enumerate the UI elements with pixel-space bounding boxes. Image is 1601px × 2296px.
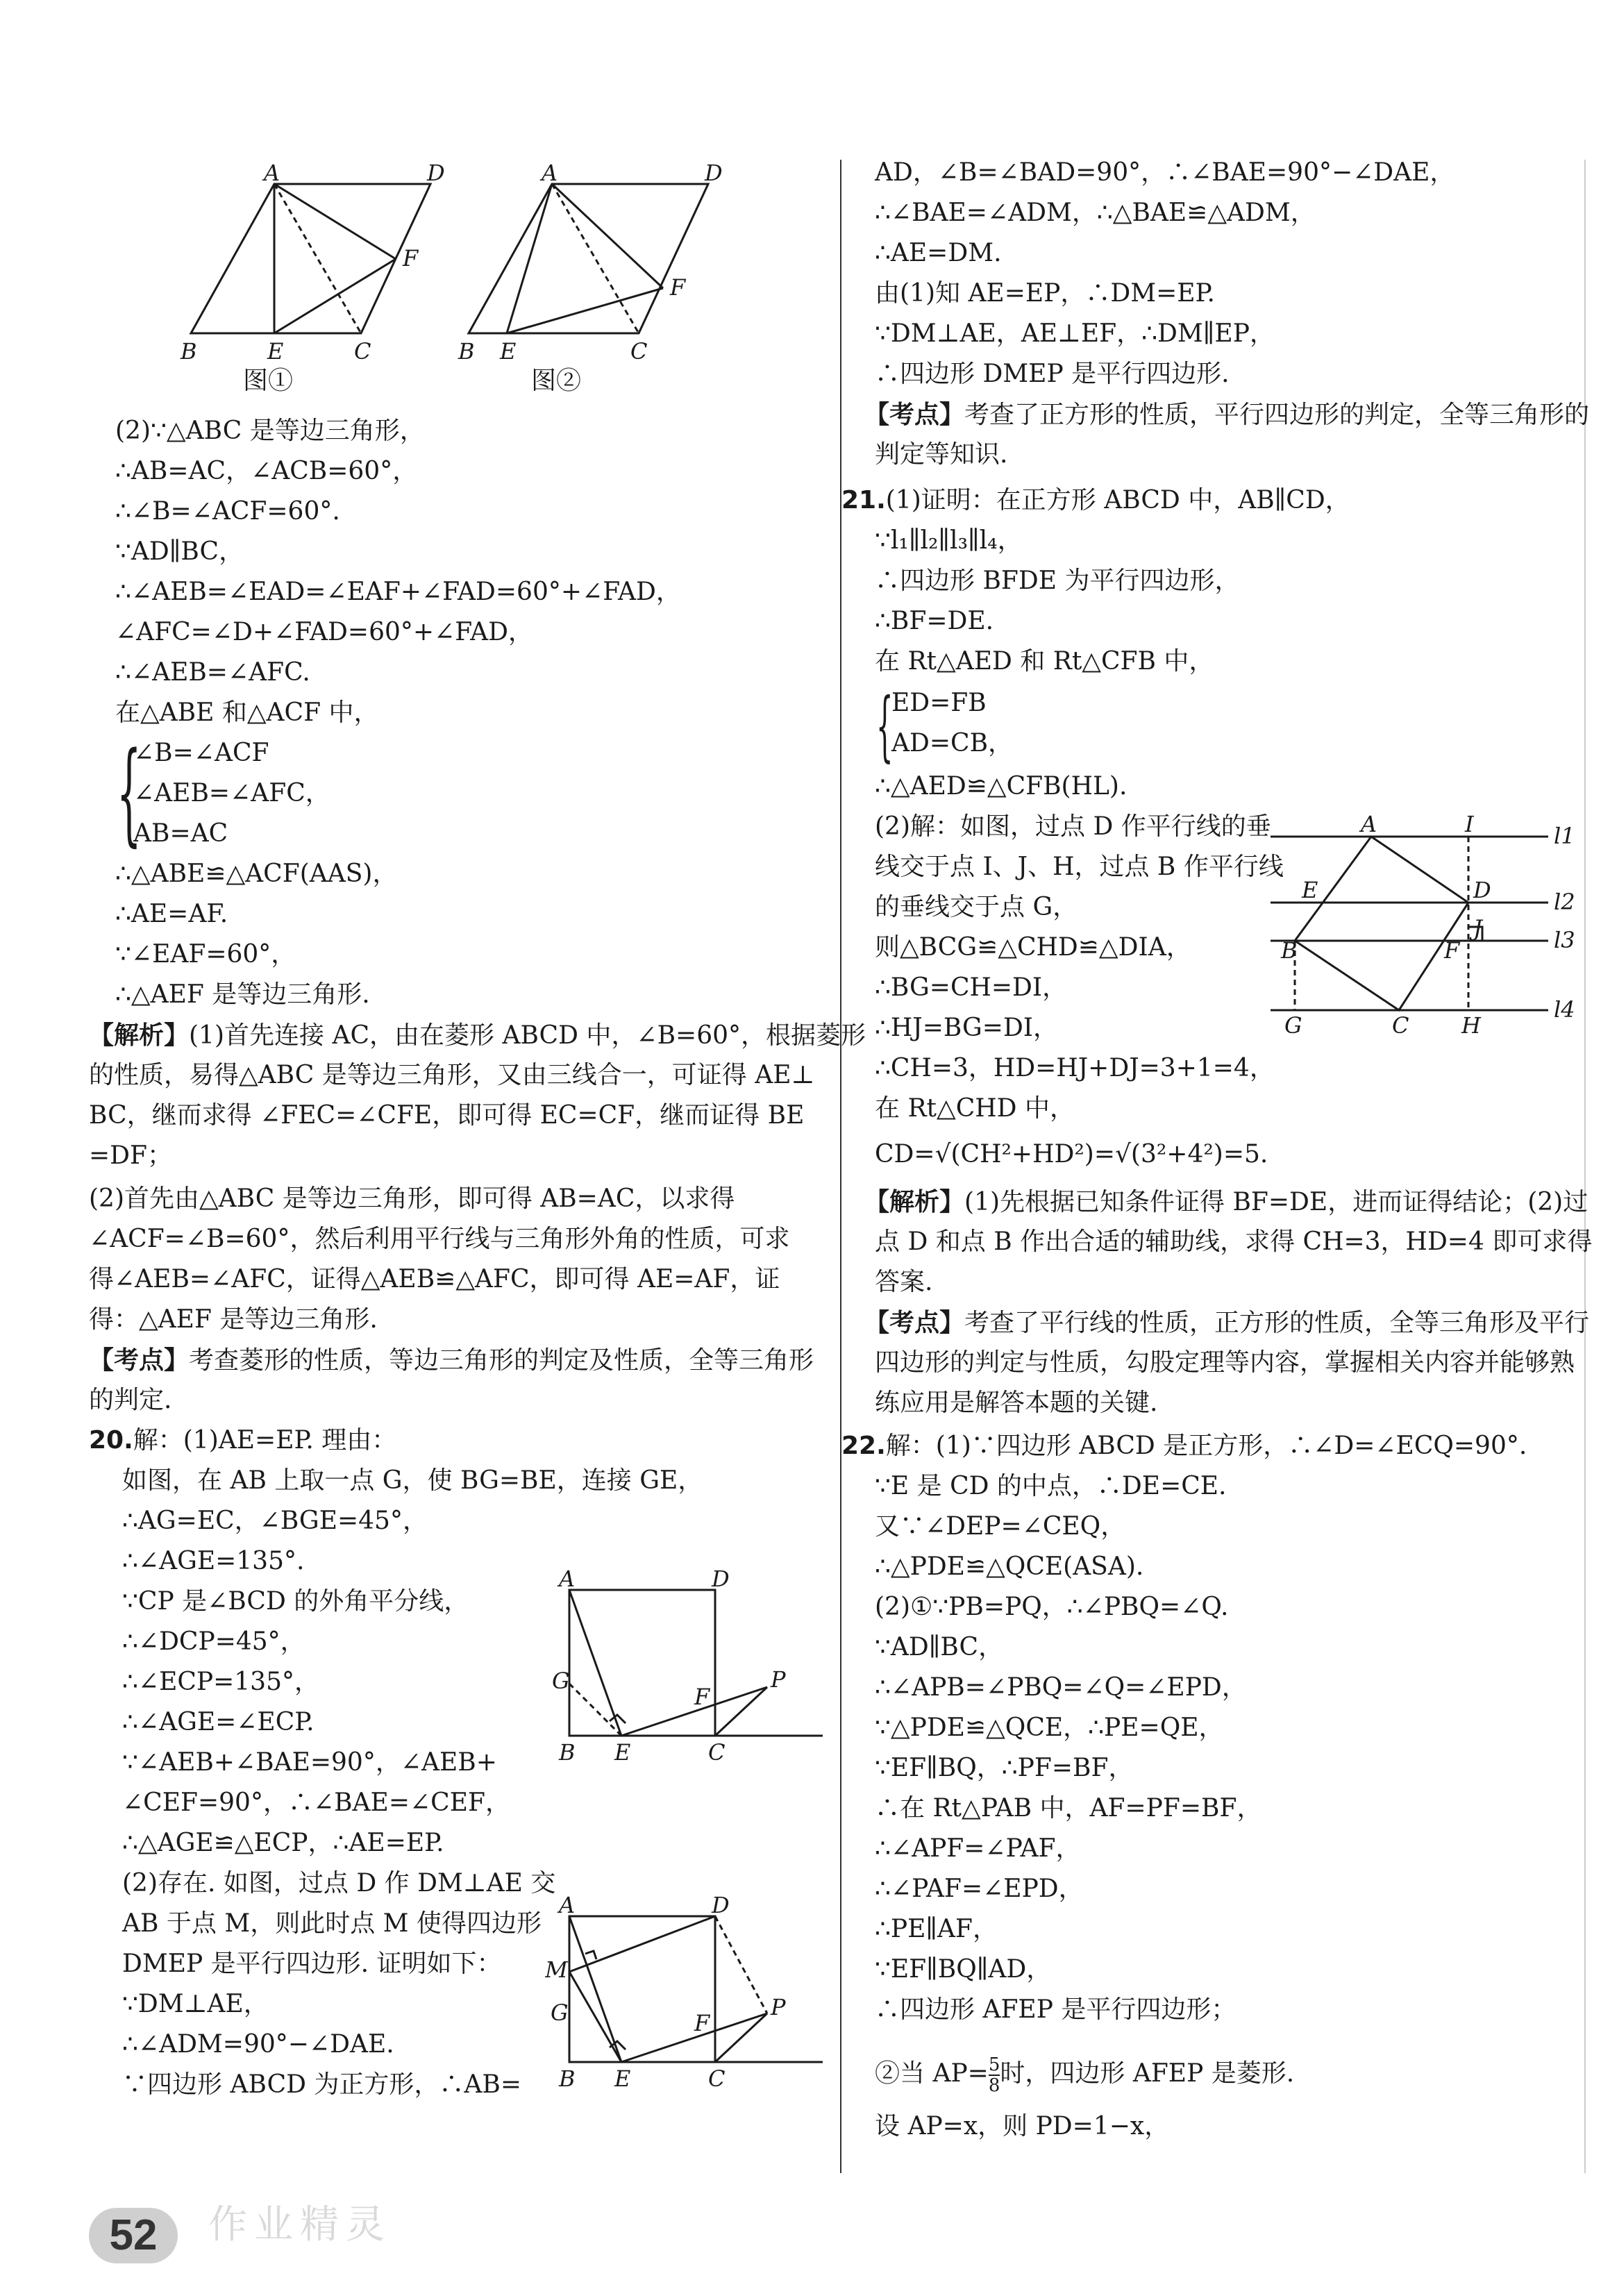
point-line <box>89 1344 814 1377</box>
analysis-line <box>864 1186 1588 1218</box>
text-line: ∴∠AEB=∠EAD=∠EAF+∠FAD=60°+∠FAD， <box>115 578 681 606</box>
text-line: ∴AE=AF. <box>115 900 228 928</box>
fraction <box>989 2055 1000 2095</box>
label-B: B <box>1281 937 1298 964</box>
label-G: G <box>552 1668 570 1694</box>
q22-line: ∴△PDE≌△QCE(ASA). <box>875 1552 1144 1581</box>
q22-line: ∵E 是 CD 的中点，∴DE=CE. <box>875 1472 1227 1500</box>
q21-line: ∵l₁∥l₂∥l₃∥l₄， <box>875 526 1023 555</box>
label-E: E <box>614 1739 631 1766</box>
q20-cont-line: ∴四边形 DMEP 是平行四边形. <box>875 360 1230 388</box>
system-line: ED=FB <box>891 689 987 717</box>
q22-line: ∴∠PAF=∠EPD， <box>875 1875 1084 1903</box>
label-G: G <box>1284 1012 1302 1034</box>
point-line <box>864 399 1589 431</box>
text-line: ∠AFC=∠D+∠FAD=60°+∠FAD， <box>115 618 533 646</box>
square-figure-20b <box>545 1895 837 2097</box>
label-B: B <box>559 2065 576 2092</box>
label-l3: l3 <box>1554 927 1575 953</box>
column-divider <box>840 160 841 2173</box>
point-tag: 【考点】 <box>864 1308 965 1337</box>
q20-line: (2)存在. 如图，过点 D 作 DM⊥AE 交 <box>122 1869 556 1897</box>
text-line: ∴AB=AC，∠ACB=60°， <box>115 457 418 485</box>
analysis-line: 点 D 和点 B 作出合适的辅助线，求得 CH=3，HD=4 即可求得 <box>875 1227 1593 1256</box>
label-C: C <box>1392 1012 1409 1034</box>
label-A: A <box>559 1569 576 1592</box>
q21-line: 线交于点 I、J、H，过点 B 作平行线 <box>875 853 1284 881</box>
point-tag: 【考点】 <box>864 400 965 429</box>
label-J: J <box>1473 915 1482 941</box>
fig1-label-A: A <box>264 163 280 186</box>
label-l1: l1 <box>1554 823 1575 849</box>
fig1-label-D: D <box>427 163 445 186</box>
q21-line: 在 Rt△AED 和 Rt△CFB 中， <box>875 647 1214 676</box>
q22-line: ∴PE∥AF， <box>875 1915 998 1943</box>
analysis-line: BC，继而求得 ∠FEC=∠CFE，即可得 EC=CF，继而证得 BE <box>89 1101 805 1130</box>
text-line: ∴∠B=∠ACF=60°. <box>115 497 340 526</box>
analysis-text: (1)先根据已知条件证得 BF=DE，进而证得结论；(2)过 <box>964 1188 1589 1216</box>
q20-line: ∴∠AGE=135°. <box>122 1547 305 1575</box>
label-l4: l4 <box>1554 996 1575 1023</box>
fig2-label-E: E <box>500 338 517 364</box>
q22-line: 设 AP=x，则 PD=1−x， <box>875 2112 1170 2140</box>
system-line: AB=AC <box>133 819 228 848</box>
text-line: (2)∵△ABC 是等边三角形， <box>115 417 425 445</box>
label-F: F <box>1444 937 1460 964</box>
q21-line: 在 Rt△CHD 中， <box>875 1094 1075 1123</box>
q21-line: ∴四边形 BFDE 为平行四边形， <box>875 567 1240 595</box>
system-line: ∠AEB=∠AFC， <box>133 779 330 807</box>
q21-line: ∴△AED≌△CFB(HL). <box>875 772 1128 801</box>
point-line: 练应用是解答本题的关键. <box>875 1389 1158 1417</box>
q20-line: ∴∠AGE=∠ECP. <box>122 1708 315 1736</box>
analysis-line: =DF； <box>89 1141 173 1170</box>
point-line: 的判定. <box>89 1386 172 1414</box>
fraction-numerator: 5 <box>988 2054 1000 2075</box>
q22-when-prefix: ②当 AP= <box>875 2059 989 2088</box>
q20-text: 解：(1)AE=EP. 理由： <box>133 1426 397 1455</box>
q22-line: ∴四边形 AFEP 是平行四边形； <box>875 1995 1237 2024</box>
point-tag: 【考点】 <box>89 1346 190 1375</box>
analysis-line <box>89 1019 866 1052</box>
analysis-line: 得∠AEB=∠AFC，证得△AEB≌△AFC，即可得 AE=AF，证 <box>89 1265 780 1293</box>
q20-line: ∵CP 是∠BCD 的外角平分线， <box>122 1587 469 1616</box>
label-C: C <box>708 2065 726 2092</box>
q21-text: (1)证明：在正方形 ABCD 中，AB∥CD， <box>885 486 1350 514</box>
q22-line <box>841 1430 1527 1462</box>
text-line: ∴△AEF 是等边三角形. <box>115 980 370 1009</box>
fig1-caption: 图① <box>243 367 294 395</box>
analysis-text: (1)首先连接 AC，由在菱形 ABCD 中，∠B=60°，根据菱形 <box>189 1021 866 1050</box>
q21-line: 的垂线交于点 G， <box>875 893 1078 921</box>
fig2-label-F: F <box>670 274 686 301</box>
q20-line: ∠CEF=90°，∴∠BAE=∠CEF， <box>122 1788 510 1817</box>
text-line: ∵AD∥BC， <box>115 537 244 566</box>
q21-line: (2)解：如图，过点 D 作平行线的垂 <box>875 812 1271 841</box>
point-text: 考查菱形的性质，等边三角形的判定及性质，全等三角形 <box>189 1346 814 1375</box>
fig1-label-F: F <box>403 245 419 271</box>
text-line: ∵∠EAF=60°， <box>115 940 296 969</box>
square-figure-20a <box>545 1569 837 1770</box>
point-line: 四边形的判定与性质，勾股定理等内容，掌握相关内容并能够熟 <box>875 1348 1575 1377</box>
label-D: D <box>1473 877 1491 903</box>
point-text: 考查了平行线的性质，正方形的性质，全等三角形及平行 <box>964 1309 1590 1337</box>
question-number: 22. <box>841 1432 886 1460</box>
system-brace: { <box>117 728 142 857</box>
q21-line: ∴BG=CH=DI， <box>875 973 1068 1002</box>
label-G: G <box>551 2000 569 2026</box>
rhombus-figures <box>167 163 764 399</box>
q22-line: ∵EF∥BQ∥AD， <box>875 1955 1052 1984</box>
fig2-label-B: B <box>458 338 475 364</box>
q22-line: 又∵∠DEP=∠CEQ， <box>875 1512 1126 1541</box>
label-P: P <box>771 1666 786 1693</box>
label-E: E <box>1302 877 1318 903</box>
q20-line: ∴AG=EC，∠BGE=45°， <box>122 1507 428 1535</box>
q20-line: ∴∠DCP=45°， <box>122 1627 305 1656</box>
q22-line: ∴∠APB=∠PBQ=∠Q=∠EPD， <box>875 1673 1247 1702</box>
label-E: E <box>614 2065 631 2092</box>
q20-line: ∴∠ADM=90°−∠DAE. <box>122 2030 394 2059</box>
q20-cont-line: 由(1)知 AE=EP，∴DM=EP. <box>875 279 1215 308</box>
label-D: D <box>712 1569 730 1592</box>
right-margin-rule <box>1584 160 1586 2173</box>
text-line: 在△ABE 和△ACF 中， <box>115 698 379 727</box>
q22-line: ∴在 Rt△PAB 中，AF=PF=BF， <box>875 1794 1262 1822</box>
label-D: D <box>712 1895 730 1918</box>
system-line: ∠B=∠ACF <box>133 739 269 767</box>
analysis-line: 得：△AEF 是等边三角形. <box>89 1305 378 1334</box>
text-line: ∴△ABE≌△ACF(AAS)， <box>115 860 398 888</box>
q22-when-line <box>875 2055 1294 2095</box>
fig2-label-A: A <box>542 163 558 186</box>
analysis-tag: 【解析】 <box>89 1021 190 1050</box>
label-l2: l2 <box>1554 889 1575 915</box>
label-F: F <box>694 1684 710 1710</box>
q20-cont-line: ∴∠BAE=∠ADM，∴△BAE≌△ADM， <box>875 199 1316 227</box>
q21-line: CD=√(CH²+HD²)=√(3²+4²)=5. <box>875 1140 1268 1168</box>
point-text: 考查了正方形的性质，平行四边形的判定，全等三角形的 <box>964 401 1590 429</box>
fig1-label-E: E <box>267 338 284 364</box>
q20-line: ∵DM⊥AE， <box>122 1990 269 2018</box>
label-H: H <box>1461 1012 1481 1034</box>
label-C: C <box>708 1739 726 1766</box>
label-I: I <box>1465 812 1474 837</box>
label-P: P <box>771 1994 786 2020</box>
q22-line: (2)①∵PB=PQ，∴∠PBQ=∠Q. <box>875 1593 1229 1621</box>
parallel-lines-figure <box>1264 812 1583 1034</box>
q20-line: 如图，在 AB 上取一点 G，使 BG=BE，连接 GE， <box>122 1466 703 1495</box>
q20-line: ∴∠ECP=135°， <box>122 1668 319 1696</box>
fig2-label-C: C <box>630 338 648 364</box>
q20-line <box>89 1425 396 1457</box>
q22-line: ∴∠APF=∠PAF， <box>875 1834 1081 1863</box>
q22-line: ∵△PDE≌△QCE，∴PE=QE， <box>875 1713 1224 1742</box>
q21-line <box>841 485 1350 517</box>
fig2-caption: 图② <box>531 367 582 395</box>
q20-line: ∵∠AEB+∠BAE=90°，∠AEB+ <box>122 1748 497 1777</box>
q21-line: ∴BF=DE. <box>875 607 994 635</box>
label-M: M <box>545 1956 568 1983</box>
q22-text: 解：(1)∵四边形 ABCD 是正方形，∴∠D=∠ECQ=90°. <box>885 1432 1527 1460</box>
analysis-tag: 【解析】 <box>864 1187 965 1216</box>
analysis-line: ∠ACF=∠B=60°，然后利用平行线与三角形外角的性质，可求 <box>89 1225 790 1253</box>
fraction-denominator: 8 <box>988 2075 1000 2096</box>
analysis-line: (2)首先由△ABC 是等边三角形，即可得 AB=AC，以求得 <box>89 1184 735 1213</box>
q21-line: ∴CH=3，HD=HJ+DJ=3+1=4， <box>875 1054 1275 1082</box>
q20-line: ∴△AGE≌△ECP，∴AE=EP. <box>122 1829 444 1857</box>
page-number: 52 <box>89 2208 178 2263</box>
q21-line: 则△BCG≌△CHD≌△DIA， <box>875 933 1191 962</box>
text-line: ∴∠AEB=∠AFC. <box>115 658 310 687</box>
fig1-label-C: C <box>354 338 371 364</box>
point-line <box>864 1307 1589 1339</box>
label-B: B <box>559 1739 576 1766</box>
analysis-line: 答案. <box>875 1268 933 1296</box>
q20-cont-line: ∵DM⊥AE，AE⊥EF，∴DM∥EP， <box>875 319 1275 348</box>
watermark: 作业精灵 <box>208 2202 392 2247</box>
analysis-line: 的性质，易得△ABC 是等边三角形，又由三线合一，可证得 AE⊥ <box>89 1061 815 1089</box>
system-line: AD=CB， <box>891 729 1014 757</box>
q21-line: ∴HJ=BG=DI， <box>875 1014 1059 1042</box>
q22-line: ∵EF∥BQ，∴PF=BF， <box>875 1754 1134 1782</box>
system-brace: { <box>876 681 894 770</box>
fig2-label-D: D <box>705 163 723 186</box>
label-A: A <box>1361 812 1377 837</box>
fig1-label-B: B <box>181 338 197 364</box>
point-line: 判定等知识. <box>875 440 1008 469</box>
question-number: 21. <box>841 486 886 514</box>
q22-line: ∵AD∥BC， <box>875 1633 1004 1661</box>
q22-when-suffix: 时，四边形 AFEP 是菱形. <box>1000 2059 1295 2088</box>
q20-line: AB 于点 M，则此时点 M 使得四边形 <box>122 1909 542 1938</box>
label-F: F <box>694 2010 710 2036</box>
question-number: 20. <box>89 1426 133 1455</box>
label-A: A <box>559 1895 576 1918</box>
q20-cont-line: AD，∠B=∠BAD=90°，∴∠BAE=90°−∠DAE， <box>875 158 1455 187</box>
q20-line: ∵四边形 ABCD 为正方形，∴AB= <box>122 2070 522 2099</box>
q20-line: DMEP 是平行四边形. 证明如下： <box>122 1950 502 1978</box>
q20-cont-line: ∴AE=DM. <box>875 239 1002 267</box>
